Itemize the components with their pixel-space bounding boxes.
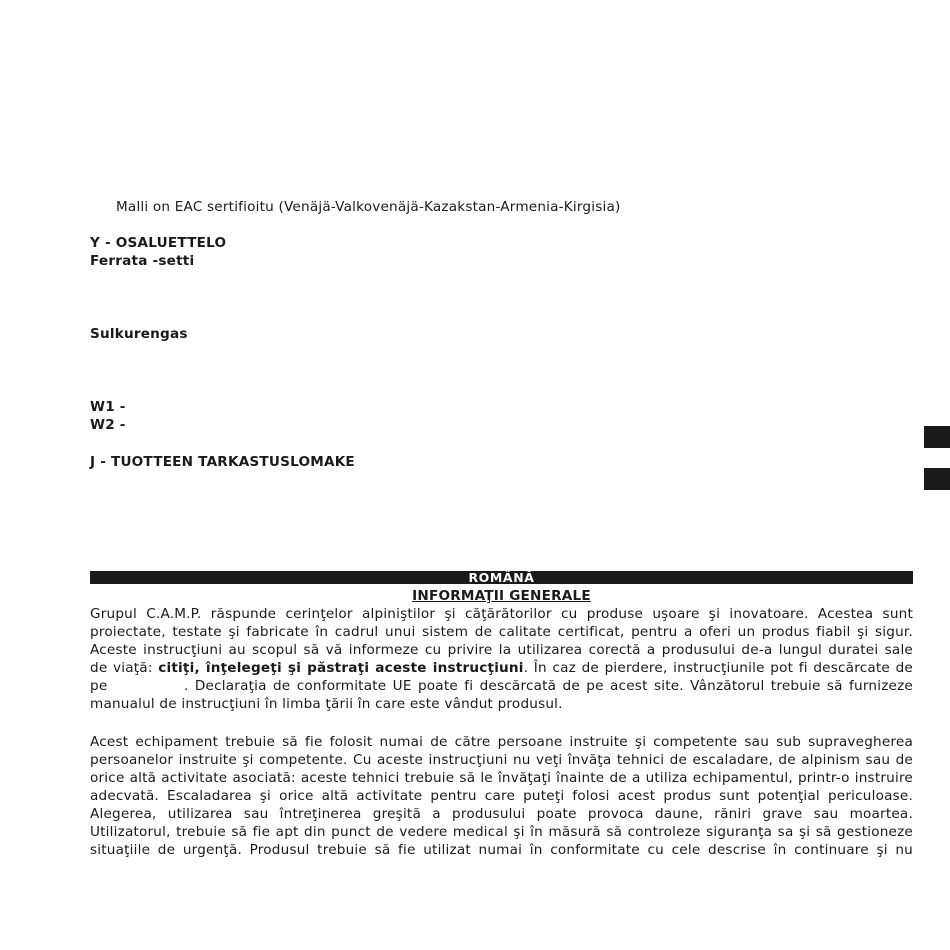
text-line: situaţiile de urgenţă. Produsul trebuie să fie utilizat numai în conformitate cu cele descrise în continuare şi nu: [90, 842, 913, 858]
ferrata-set-label: Ferrata -setti: [90, 253, 195, 269]
edge-tab-marker: [924, 468, 950, 490]
w2-label: W2 -: [90, 417, 126, 433]
text-line: Utilizatorul, trebuie să fie apt din punct de vedere medical şi în măsură să controleze siguranţa sa şi să gestioneze: [90, 824, 913, 840]
section-title: INFORMAŢII GENERALE: [412, 588, 591, 604]
text-line: Aceste instrucţiuni au scopul să vă informeze cu privire la utilizarea corectă a produsului de-a lungul duratei sale: [90, 642, 913, 658]
text-span: . În caz de pierdere, instrucţiunile pot fi descărcate de pe: [90, 660, 913, 694]
text-line: manualul de instrucţiuni în limba ţării în care este vândut produsul.: [90, 696, 563, 712]
text-line: Alegerea, utilizarea sau întreţinerea greşită a produsului poate provoca daune, răniri grave sau moartea.: [90, 806, 913, 822]
text-line: adecvată. Escaladarea şi orice altă activitate pentru care puteţi folosi acest produs sunt potenţial periculoase.: [90, 788, 913, 804]
text-line: persoanelor instruite şi competente. Cu aceste instrucţiuni nu veţi învăţa tehnici de escaladare, de alpinism sau de: [90, 752, 913, 768]
text-line: Grupul C.A.M.P. răspunde cerinţelor alpiniştilor şi căţărătorilor cu produse uşoare şi inovatoare. Acestea sunt: [90, 606, 913, 622]
text-line: . Declaraţia de conformitate UE poate fi descărcată de pe acest site. Vânzătorul trebuie să furnizeze: [184, 678, 913, 694]
text-line: proiectate, testate şi fabricate în cadrul unui sistem de calitate certificat, pentru a oferi un produs fiabil şi sigur.: [90, 624, 913, 640]
edge-tab-marker: [924, 426, 950, 448]
text-line: orice altă activitate asociată: aceste tehnici trebuie să le învăţaţi înainte de a utiliza echipamentul, printr-o instruire: [90, 770, 913, 786]
text-line: Acest echipament trebuie să fie folosit numai de către persoane instruite şi competente sau sub supravegherea: [90, 734, 913, 750]
parts-list-heading: Y - OSALUETTELO: [90, 235, 227, 251]
text-span: de viaţă:: [90, 660, 159, 676]
language-bar: ROMÂNĂ: [90, 571, 913, 584]
connector-label: Sulkurengas: [90, 326, 188, 342]
inspection-form-heading: J - TUOTTEEN TARKASTUSLOMAKE: [90, 454, 355, 470]
w1-label: W1 -: [90, 399, 126, 415]
eac-note: Malli on EAC sertifioitu (Venäjä-Valkovenäjä-Kazakstan-Armenia-Kirgisia): [116, 199, 621, 215]
emphasis-read-instructions: citiţi, înţelegeţi şi păstraţi aceste instrucţiuni: [158, 660, 524, 676]
